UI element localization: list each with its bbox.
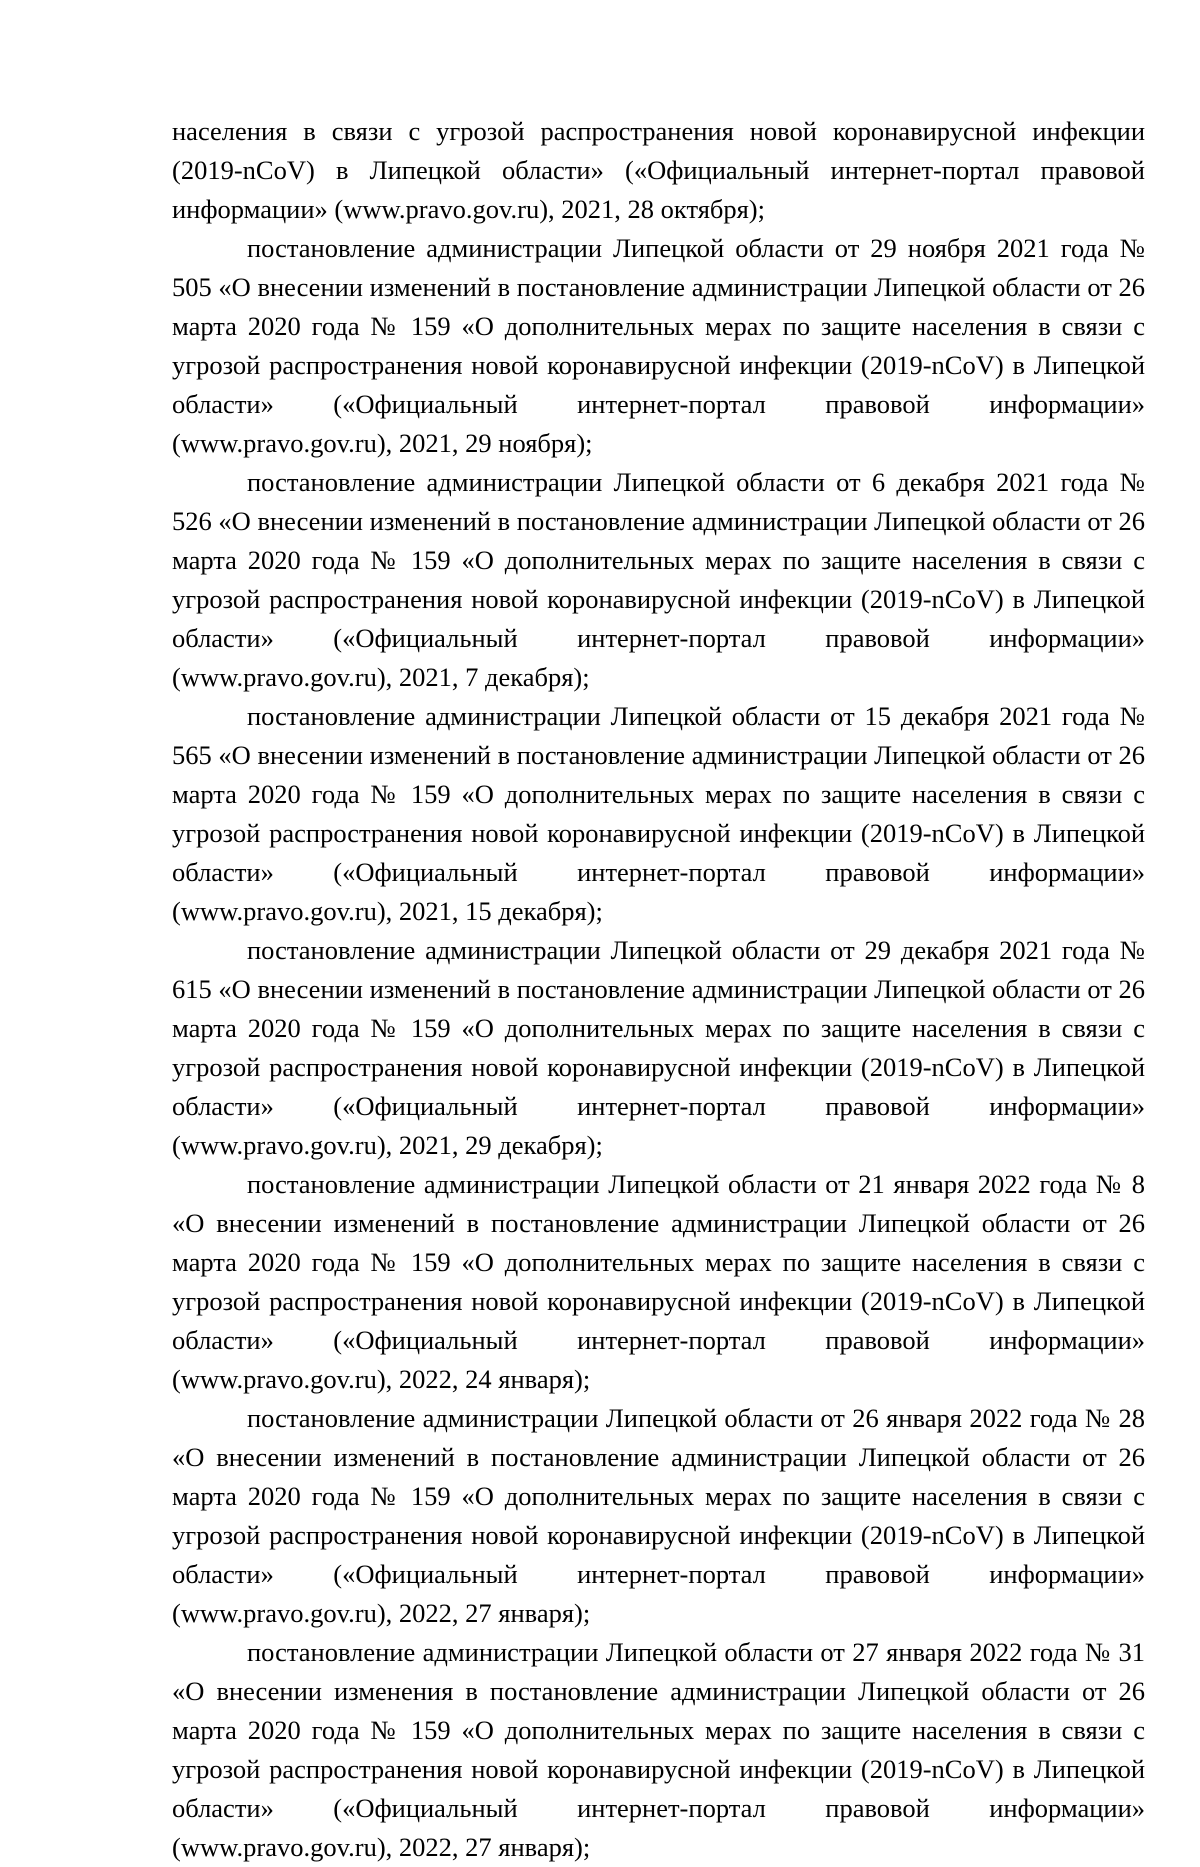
paragraph-resolution-505: постановление администрации Липецкой области от 29 ноября 2021 года № 505 «О внесении изменений в постановление администрации Липецкой области от 26 марта 2020 года № 159 «О дополнительных мерах по защите населения в связи с угрозой распространения новой коронавирусной инфекции (2019-nCoV) в Липецкой области» («Официальный интернет-портал правовой информации» (www.pravo.gov.ru), 2021, 29 ноября); (172, 233, 1145, 458)
paragraph-resolution-8: постановление администрации Липецкой области от 21 января 2022 года № 8 «О внесении изменений в постановление администрации Липецкой области от 26 марта 2020 года № 159 «О дополнительных мерах по защите населения в связи с угрозой распространения новой коронавирусной инфекции (2019-nCoV) в Липецкой области» («Официальный интернет-портал правовой информации» (www.pravo.gov.ru), 2022, 24 января); (172, 1169, 1145, 1394)
paragraph-resolution-31: постановление администрации Липецкой области от 27 января 2022 года № 31 «О внесении изменения в постановление администрации Липецкой области от 26 марта 2020 года № 159 «О дополнительных мерах по защите населения в связи с угрозой распространения новой коронавирусной инфекции (2019-nCoV) в Липецкой области» («Официальный интернет-портал правовой информации» (www.pravo.gov.ru), 2022, 27 января); (172, 1637, 1145, 1862)
document-page (172, 112, 1145, 1867)
paragraph-resolution-526: постановление администрации Липецкой области от 6 декабря 2021 года № 526 «О внесении изменений в постановление администрации Липецкой области от 26 марта 2020 года № 159 «О дополнительных мерах по защите населения в связи с угрозой распространения новой коронавирусной инфекции (2019-nCoV) в Липецкой области» («Официальный интернет-портал правовой информации» (www.pravo.gov.ru), 2021, 7 декабря); (172, 467, 1145, 692)
paragraph-resolution-28: постановление администрации Липецкой области от 26 января 2022 года № 28 «О внесении изменений в постановление администрации Липецкой области от 26 марта 2020 года № 159 «О дополнительных мерах по защите населения в связи с угрозой распространения новой коронавирусной инфекции (2019-nCoV) в Липецкой области» («Официальный интернет-портал правовой информации» (www.pravo.gov.ru), 2022, 27 января); (172, 1403, 1145, 1628)
paragraph-resolution-565: постановление администрации Липецкой области от 15 декабря 2021 года № 565 «О внесении изменений в постановление администрации Липецкой области от 26 марта 2020 года № 159 «О дополнительных мерах по защите населения в связи с угрозой распространения новой коронавирусной инфекции (2019-nCoV) в Липецкой области» («Официальный интернет-портал правовой информации» (www.pravo.gov.ru), 2021, 15 декабря); (172, 701, 1145, 926)
paragraph-continuation: населения в связи с угрозой распространения новой коронавирусной инфекции (2019-nCoV) в Липецкой области» («Официальный интернет-портал правовой информации» (www.pravo.gov.ru), 2021, 28 октября); (172, 116, 1145, 224)
paragraph-resolution-615: постановление администрации Липецкой области от 29 декабря 2021 года № 615 «О внесении изменений в постановление администрации Липецкой области от 26 марта 2020 года № 159 «О дополнительных мерах по защите населения в связи с угрозой распространения новой коронавирусной инфекции (2019-nCoV) в Липецкой области» («Официальный интернет-портал правовой информации» (www.pravo.gov.ru), 2021, 29 декабря); (172, 935, 1145, 1160)
